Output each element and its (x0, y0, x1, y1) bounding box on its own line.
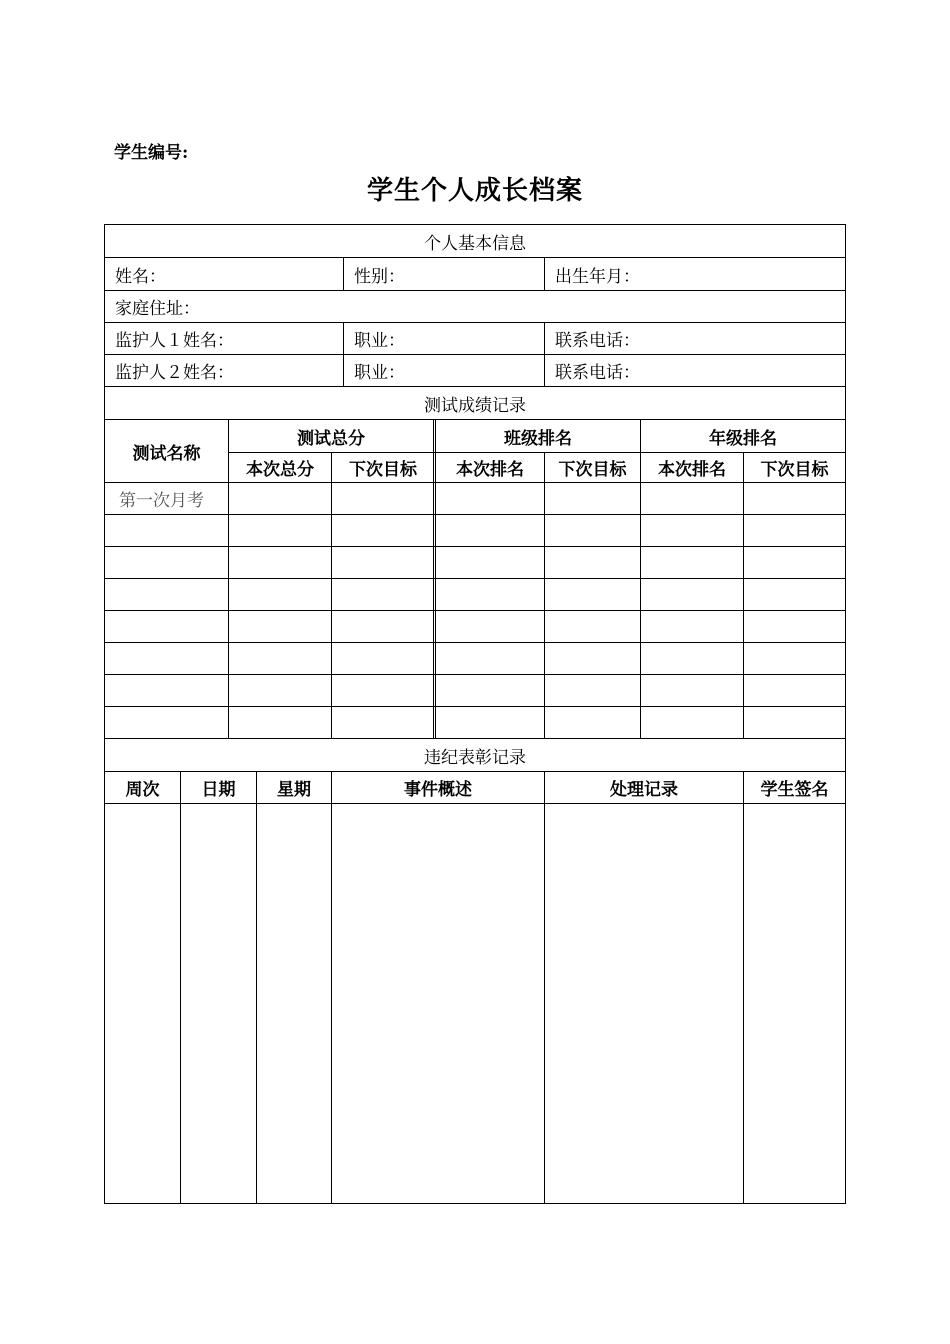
gender-field[interactable]: 性别： (354, 266, 405, 287)
guardian-2-phone-field[interactable]: 联系电话： (555, 363, 640, 383)
guardian-1-phone-field[interactable]: 联系电话： (555, 331, 640, 351)
col-date-header: 日期 (201, 780, 236, 800)
basic-info-section-title: 个人基本信息 (424, 233, 526, 254)
discipline-section-title: 违纪表彰记录 (424, 747, 526, 768)
guardian-1-name-field[interactable]: 监护人１姓名： (115, 331, 234, 351)
sub-grade-this-rank-header: 本次排名 (658, 460, 726, 480)
col-student-signature-header: 学生签名 (760, 780, 829, 800)
table-row[interactable]: 第一次月考 (119, 491, 204, 511)
col-handling-record-header: 处理记录 (610, 780, 678, 800)
col-class-rank-header: 班级排名 (504, 428, 572, 449)
document-title: 学生个人成长档案 (366, 176, 583, 206)
birth-date-field[interactable]: 出生年月： (555, 266, 640, 287)
sub-class-next-goal-header: 下次目标 (558, 460, 627, 480)
guardian-2-name-field[interactable]: 监护人２姓名： (115, 363, 234, 383)
col-grade-rank-header: 年级排名 (709, 428, 777, 449)
col-event-summary-header: 事件概述 (404, 780, 472, 800)
sub-next-goal-header: 下次目标 (349, 460, 417, 480)
guardian-1-job-field[interactable]: 职业： (354, 331, 405, 351)
growth-record-table (104, 224, 846, 1204)
col-test-name-header: 测试名称 (132, 443, 201, 464)
col-week-header: 周次 (125, 780, 160, 800)
scores-section-title: 测试成绩记录 (424, 395, 526, 416)
guardian-2-job-field[interactable]: 职业： (354, 363, 405, 383)
sub-class-this-rank-header: 本次排名 (456, 460, 524, 480)
student-number-label: 学生编号: (114, 143, 189, 163)
name-field[interactable]: 姓名： (115, 266, 166, 287)
col-total-score-header: 测试总分 (297, 428, 365, 449)
sub-this-total-header: 本次总分 (246, 460, 314, 480)
home-address-field[interactable]: 家庭住址： (115, 299, 200, 319)
sub-grade-next-goal-header: 下次目标 (760, 460, 829, 480)
col-weekday-header: 星期 (277, 780, 311, 800)
